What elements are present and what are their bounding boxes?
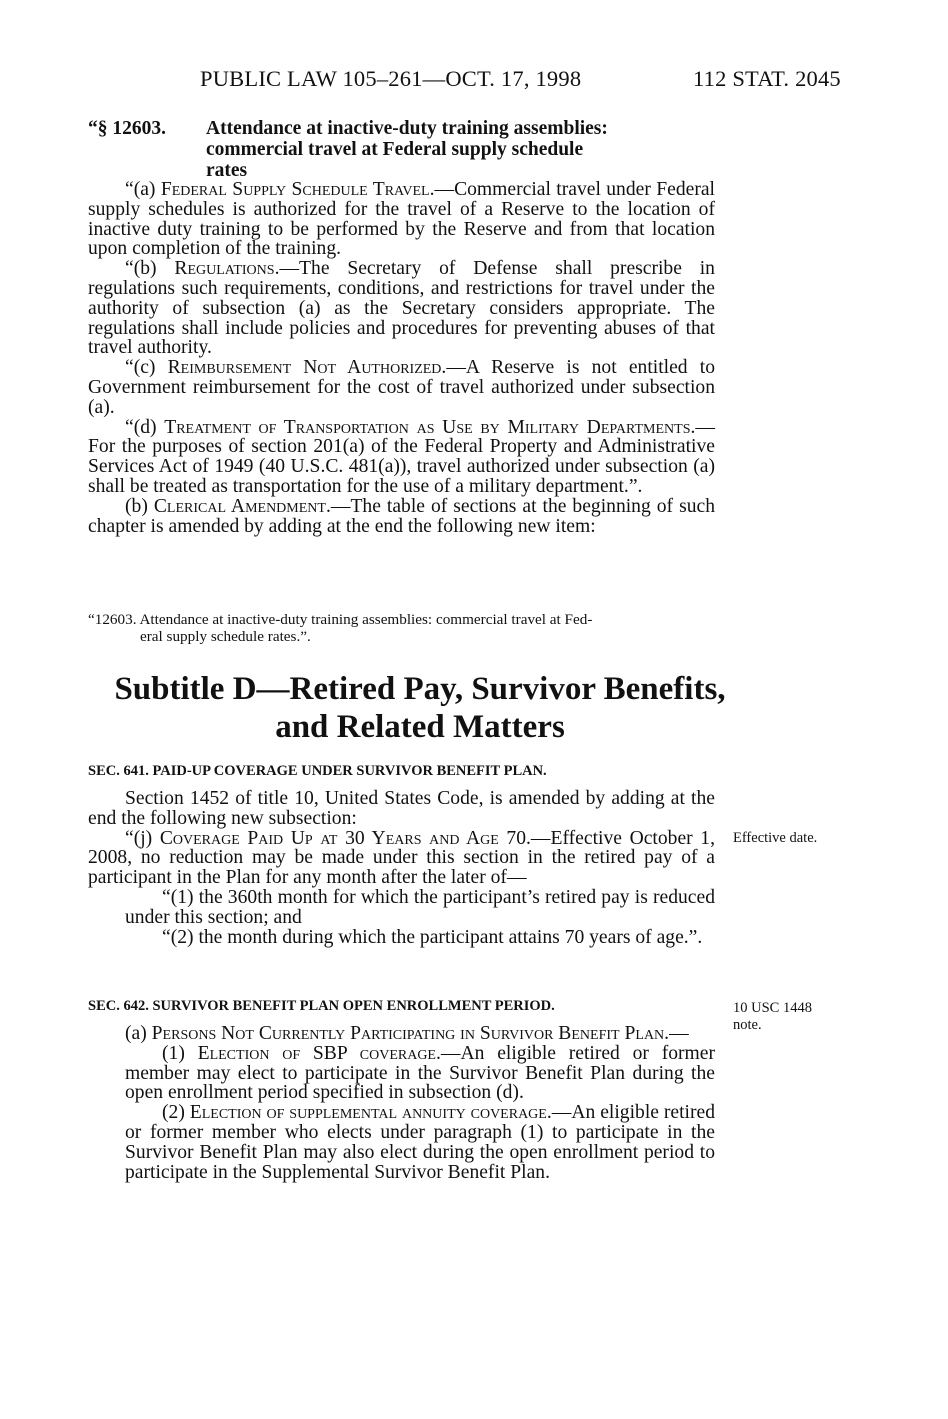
subsection-d-heading: Treatment of Transportation as Use by Military Departments [164,416,691,438]
subtitle-line1: Subtitle D—Retired Pay, Survivor Benefits, [114,671,726,707]
subsection-c-heading: Reimbursement Not Authorized [167,357,442,379]
subsection-642-a: (a) Persons Not Currently Participating in Survivor Benefit Plan.— [125,1023,689,1044]
section-title-line3: rates [206,160,248,181]
running-head-stat: 112 STAT. 2045 [693,66,841,91]
subsection-a: “(a) Federal Supply Schedule Travel.—Commercial travel under Federal supply schedules is authorized for the travel of a Reserve to the location of inactive duty training to be performed by the Reserve and from that location upon completion of the training. [88,179,715,260]
margin-note-usc [733,1000,812,1034]
section-number: “§ 12603. [88,118,166,139]
paragraph-642-1-heading: Election of SBP coverage [197,1042,436,1064]
sec-642-title: SEC. 642. SURVIVOR BENEFIT PLAN OPEN ENROLLMENT PERIOD. [88,998,555,1014]
section-12603-heading [88,118,718,181]
table-of-sections-item [88,612,715,645]
subsection-b-heading: Regulations [174,258,275,280]
item-line2: eral supply schedule rates.”. [140,627,311,645]
subsection-c: “(c) Reimbursement Not Authorized.—A Reserve is not entitled to Government reimbursement for the cost of travel authorized under subsection (a). [88,357,715,418]
paragraph-642-2: (2) Election of supplemental annuity coverage.—An eligible retired or former member who elects under paragraph (1) to participate in the Survivor Benefit Plan may also elect during the open enrollment period to participate in the Supplemental Survivor Benefit Plan. [125,1102,715,1183]
subsection-b: “(b) Regulations.—The Secretary of Defense shall prescribe in regulations such requirements, conditions, and restrictions for travel under the authority of subsection (a) as the Secretary considers appropriate. The regulations shall include policies and procedures for preventing abuses of that travel authority. [88,258,715,359]
section-12603-body [88,180,715,536]
section-title-line1: Attendance at inactive-duty training assemblies: [206,118,608,139]
running-head-law: PUBLIC LAW 105–261—OCT. 17, 1998 [200,66,582,91]
paragraph-642-2-heading: Election of supplemental annuity coverage [189,1102,547,1124]
subsection-j: “(j) Coverage Paid Up at 30 Years and Age 70.—Effective October 1, 2008, no reduction may be made under this section in the retired pay of a participant in the Plan for any month after the later of— [88,827,715,889]
sec-641-intro: Section 1452 of title 10, United States Code, is amended by adding at the end the following new subsection: [88,788,715,829]
paragraph-2: “(2) the month during which the participant attains 70 years of age.”. [162,926,703,948]
sec-642-body [88,1024,715,1182]
subsection-d: “(d) Treatment of Transportation as Use by Military Departments.—For the purposes of section 201(a) of the Federal Property and Administrative Services Act of 1949 (40 U.S.C. 481(a)), travel authorized under subsection (a) shall be treated as transportation for the use of a military department.”. [88,416,715,497]
clerical-amendment: (b) Clerical Amendment.—The table of sections at the beginning of such chapter is amended by adding at the end the following new item: [88,495,715,537]
sec-641-body [88,789,715,947]
subsection-j-heading: Coverage Paid Up at 30 Years and Age 70 [159,827,527,849]
paragraph-642-1: (1) Election of SBP coverage.—An eligible retired or former member may elect to participate in the Survivor Benefit Plan during the open enrollment period specified in subsection (d). [125,1042,715,1104]
subsection-642-a-heading: Persons Not Currently Participating in Survivor Benefit Plan [151,1023,665,1044]
subsection-a-heading: Federal Supply Schedule Travel [160,179,430,200]
paragraph-1: “(1) the 360th month for which the participant’s retired pay is reduced under this section; and [125,886,715,928]
sec-641-title: SEC. 641. PAID-UP COVERAGE UNDER SURVIVOR BENEFIT PLAN. [88,763,547,779]
subtitle-heading [60,670,780,746]
margin-note-usc-line1: 10 USC 1448 [733,1000,812,1016]
margin-note-effective-date: Effective date. [733,830,818,846]
section-title-line2: commercial travel at Federal supply schedule [206,139,584,160]
margin-note-usc-line2: note. [733,1017,762,1033]
clerical-amendment-heading: Clerical Amendment [153,495,326,517]
subtitle-line2: and Related Matters [275,709,565,745]
item-line1: “12603. Attendance at inactive-duty training assemblies: commercial travel at Fed- [88,611,593,628]
